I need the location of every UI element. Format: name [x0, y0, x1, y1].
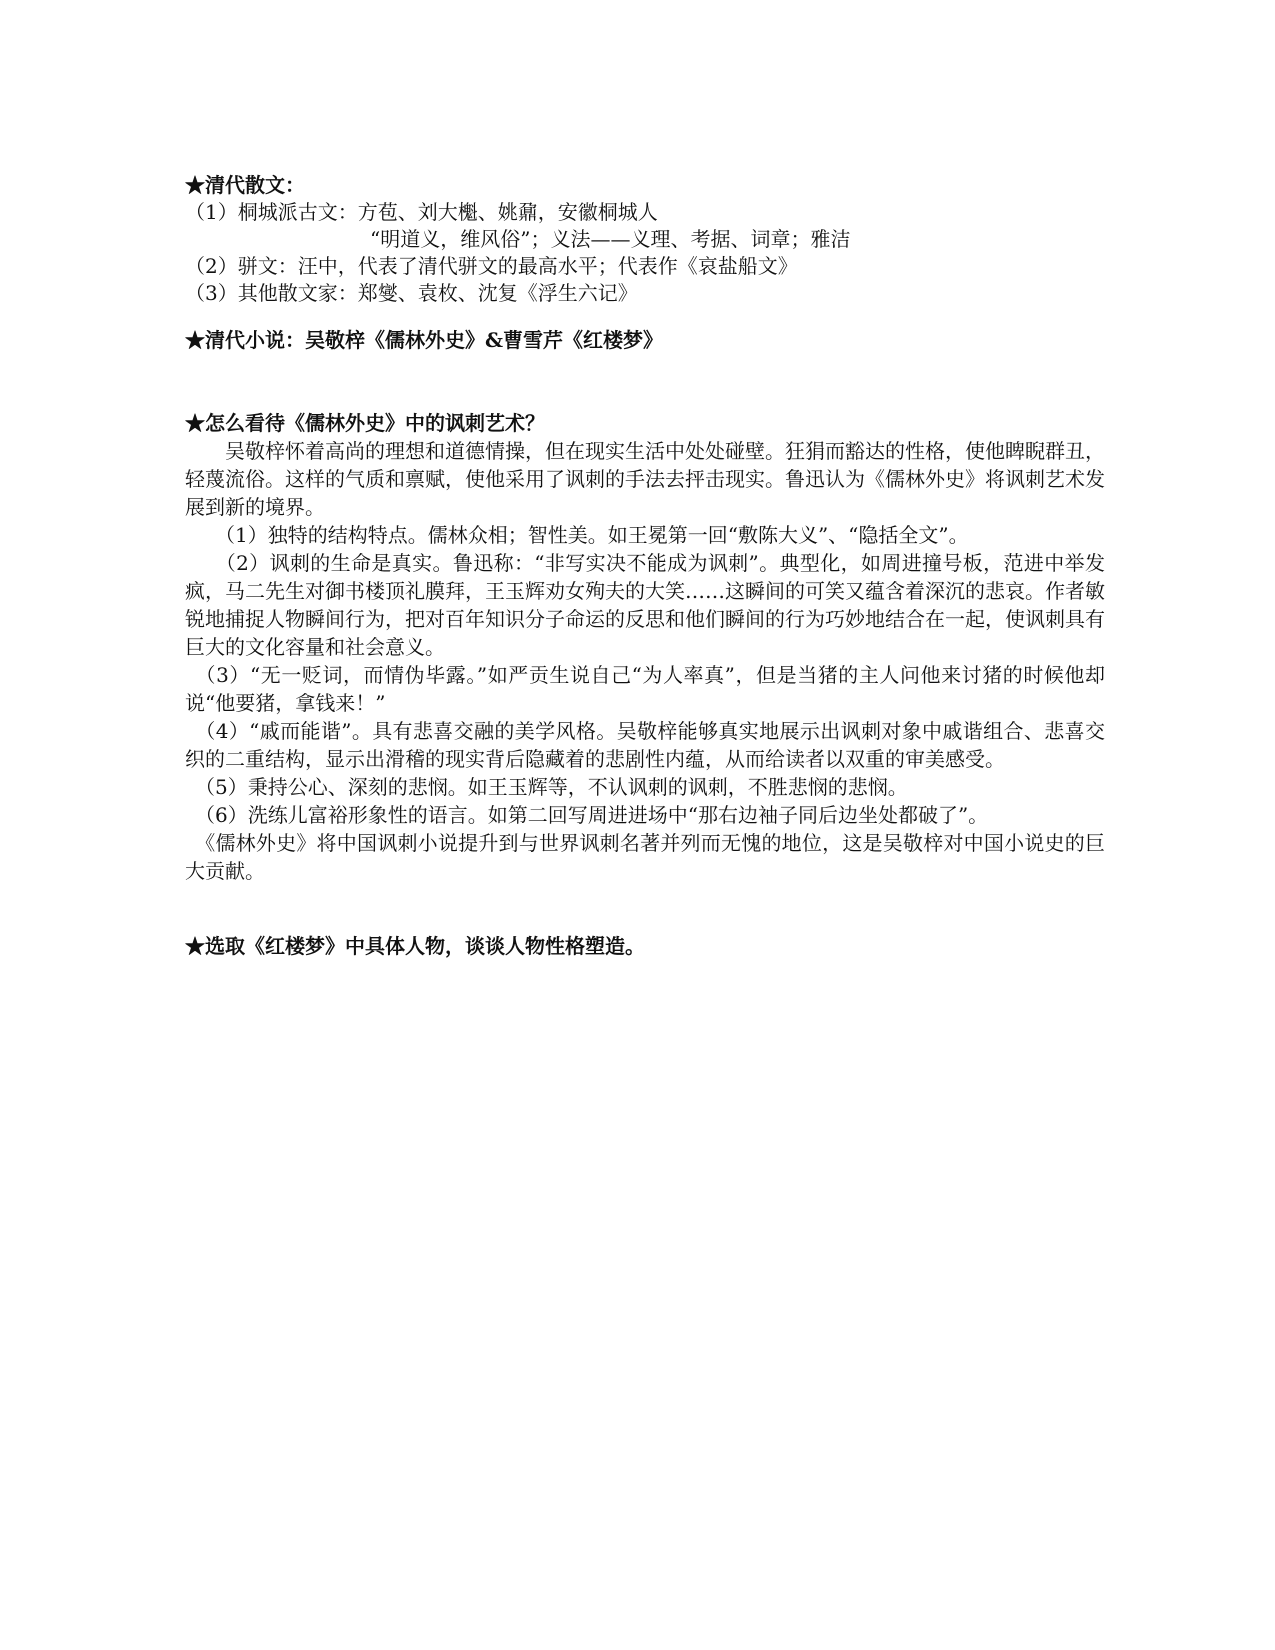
section-heading-dream-characters: ★选取《红楼梦》中具体人物，谈谈人物性格塑造。: [185, 934, 645, 958]
prose-item-tongcheng: （1）桐城派古文：方苞、刘大櫆、姚鼐，安徽桐城人: [185, 200, 658, 224]
prose-item-pianwen: （2）骈文：汪中，代表了清代骈文的最高水平；代表作《哀盐船文》: [185, 254, 798, 278]
spacer: [185, 307, 1105, 327]
satire-conclusion: 《儒林外史》将中国讽刺小说提升到与世界讽刺名著并列而无愧的地位，这是吴敬梓对中国小说史的巨大贡献。: [185, 831, 1105, 883]
satire-point-5: （5）秉持公心、深刻的悲悯。如王玉辉等，不认讽刺的讽刺，不胜悲悯的悲悯。: [185, 775, 908, 799]
document-page: [185, 172, 1105, 960]
spacer: [185, 885, 1105, 933]
satire-point-6: （6）洗练儿富裕形象性的语言。如第二回写周进进场中“那右边袖子同后边坐处都破了”。: [185, 803, 989, 827]
satire-point-1: （1）独特的结构特点。儒林众相；智性美。如王冕第一回“敷陈大义”、“隐括全文”。: [185, 523, 969, 547]
section-heading-qing-novels: ★清代小说：吴敬梓《儒林外史》&曹雪芹《红楼梦》: [185, 328, 664, 352]
satire-point-2: （2）讽刺的生命是真实。鲁迅称：“非写实决不能成为讽刺”。典型化，如周进撞号板，范进中举发疯，马二先生对御书楼顶礼膜拜，王玉辉劝女殉夫的大笑……这瞬间的可笑又蕴含着深沉的悲哀。作者敏锐地捕捉人物瞬间行为，把对百年知识分子命运的反思和他们瞬间的行为巧妙地结合在一起，使讽刺具有巨大的文化容量和社会意义。: [185, 551, 1105, 659]
prose-item-tongcheng-detail: “明道义，维风俗”；义法——义理、考据、词章；雅洁: [370, 227, 851, 251]
satire-intro-paragraph: 吴敬梓怀着高尚的理想和道德情操，但在现实生活中处处碰壁。狂狷而豁达的性格，使他睥睨群丑，轻蔑流俗。这样的气质和禀赋，使他采用了讽刺的手法去抨击现实。鲁迅认为《儒林外史》将讽刺艺术发展到新的境界。: [185, 439, 1105, 519]
section-heading-qing-prose: ★清代散文：: [185, 173, 305, 197]
satire-point-4: （4）“戚而能谐”。具有悲喜交融的美学风格。吴敬梓能够真实地展示出讽刺对象中戚谐组合、悲喜交织的二重结构，显示出滑稽的现实背后隐藏着的悲剧性内蕴，从而给读者以双重的审美感受。: [185, 719, 1105, 771]
prose-item-other-writers: （3）其他散文家：郑燮、袁枚、沈复《浮生六记》: [185, 281, 638, 305]
satire-point-3: （3）“无一贬词，而情伪毕露。”如严贡生说自己“为人率真”，但是当猪的主人问他来讨猪的时候他却说“他要猪，拿钱来！”: [185, 663, 1105, 715]
section-heading-satire: ★怎么看待《儒林外史》中的讽刺艺术？: [185, 411, 545, 435]
spacer: [185, 354, 1105, 410]
